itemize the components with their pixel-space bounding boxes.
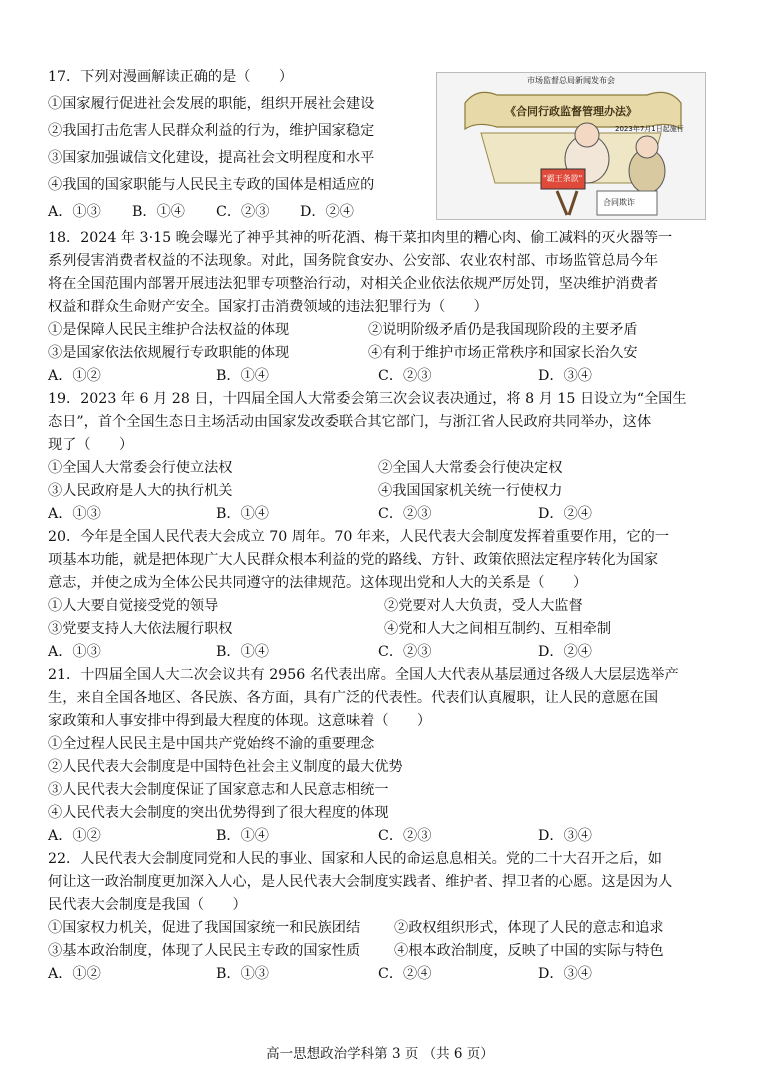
- q20-option-4: ④党和人大之间相互制约、互相牵制: [384, 621, 612, 637]
- page-footer: 高一思想政治学科第 3 页 （共 6 页）: [266, 1046, 494, 1062]
- q22-stem-line-1: 22．人民代表大会制度同党和人民的事业、国家和人民的命运息息相关。党的二十大召开之后，如: [48, 851, 662, 867]
- q22-stem-line-3: 民代表大会制度是我国（ ）: [48, 897, 247, 913]
- q21-choice-d[interactable]: D．③④: [538, 828, 592, 844]
- q19-choice-d[interactable]: D．②④: [538, 506, 592, 522]
- q19-stem-line-1: 19．2023 年 6 月 28 日，十四届全国人大常委会第三次会议表决通过，将 8 月 15 日设立为“全国生: [48, 391, 687, 407]
- q21-option-1: ①全过程人民民主是中国共产党始终不渝的重要理念: [48, 736, 375, 752]
- cartoon-sign-right: 合同欺诈: [603, 198, 635, 207]
- cartoon-sign-left: "霸王条款": [543, 174, 583, 183]
- q19-stem-line-3: 现了（ ）: [48, 437, 134, 453]
- q21-stem-line-1: 21．十四届全国人大二次会议共有 2956 名代表出席。全国人大代表从基层通过各级人大层层选举产: [48, 667, 679, 683]
- q18-stem-line-4: 权益和群众生命财产安全。国家打击消费领域的违法犯罪行为（ ）: [48, 299, 488, 315]
- q19-choice-c[interactable]: C．②③: [378, 506, 432, 522]
- q17-option-2: ②我国打击危害人民群众利益的行为，维护国家稳定: [48, 123, 375, 139]
- q18-choice-b[interactable]: B．①④: [216, 368, 269, 384]
- q21-option-4: ④人民代表大会制度的突出优势得到了很大程度的体现: [48, 805, 389, 821]
- q18-choice-c[interactable]: C．②③: [378, 368, 432, 384]
- q17-option-1: ①国家履行促进社会发展的职能，组织开展社会建设: [48, 96, 375, 112]
- q18-option-2: ②说明阶级矛盾仍是我国现阶段的主要矛盾: [368, 322, 638, 338]
- q17-choice-d[interactable]: D．②④: [300, 204, 354, 220]
- q19-choice-b[interactable]: B．①④: [216, 506, 269, 522]
- q18-choice-a[interactable]: A．①②: [48, 368, 101, 384]
- q21-option-3: ③人民代表大会制度保证了国家意志和人民意志相统一: [48, 782, 389, 798]
- q19-stem-line-2: 态日”，首个全国生态日主场活动由国家发改委联合其它部门，与浙江省人民政府共同举办，这体: [48, 414, 652, 430]
- q20-option-3: ③党要支持人大依法履行职权: [48, 621, 233, 637]
- q22-stem-line-2: 何让这一政治制度更加深入人心，是人民代表大会制度实践者、维护者、捍卫者的心愿。这是因为人: [48, 874, 673, 890]
- q22-choice-c[interactable]: C．②④: [378, 966, 432, 982]
- cartoon-date-note: 2023年7月1日起施行: [615, 125, 684, 133]
- q19-choice-a[interactable]: A．①③: [48, 506, 101, 522]
- q20-option-2: ②党要对人大负责，受人大监督: [384, 598, 583, 614]
- q21-stem-line-3: 家政策和人事安排中得到最大程度的体现。这意味着（ ）: [48, 713, 432, 729]
- q21-option-2: ②人民代表大会制度是中国特色社会主义制度的最大优势: [48, 759, 403, 775]
- q20-choice-d[interactable]: D．②④: [538, 644, 592, 660]
- q17-option-3: ③国家加强诚信文化建设，提高社会文明程度和水平: [48, 150, 375, 166]
- q17-choice-c[interactable]: C．②③: [216, 204, 270, 220]
- q19-option-1: ①全国人大常委会行使立法权: [48, 460, 233, 476]
- q21-choice-b[interactable]: B．①④: [216, 828, 269, 844]
- q18-choice-d[interactable]: D．③④: [538, 368, 592, 384]
- q22-option-4: ④根本政治制度，反映了中国的实际与特色: [394, 943, 664, 959]
- q22-choice-b[interactable]: B．①③: [216, 966, 269, 982]
- q20-stem-line-3: 意志，并使之成为全体公民共同遵守的法律规范。这体现出党和人大的关系是（ ）: [48, 575, 588, 591]
- q20-stem-line-1: 20．今年是全国人民代表大会成立 70 周年。70 年来，人民代表大会制度发挥着重要作用，它的一: [48, 529, 670, 545]
- q18-option-4: ④有利于维护市场正常秩序和国家长治久安: [368, 345, 638, 361]
- q20-stem-line-2: 项基本功能，就是把体现广大人民群众根本利益的党的路线、方针、政策依照法定程序转化为国家: [48, 552, 659, 568]
- q19-option-3: ③人民政府是人大的执行机关: [48, 483, 233, 499]
- q22-option-2: ②政权组织形式，体现了人民的意志和追求: [394, 920, 664, 936]
- q21-choice-a[interactable]: A．①②: [48, 828, 101, 844]
- q19-option-4: ④我国国家机关统一行使权力: [378, 483, 563, 499]
- q17-option-4: ④我国的国家职能与人民民主专政的国体是相适应的: [48, 177, 375, 193]
- q19-option-2: ②全国人大常委会行使决定权: [378, 460, 563, 476]
- q17-choice-a[interactable]: A．①③: [48, 204, 101, 220]
- q21-stem-line-2: 生，来自全国各地区、各民族、各方面，具有广泛的代表性。代表们认真履职，让人民的意愿在国: [48, 690, 659, 706]
- q22-option-3: ③基本政治制度，体现了人民民主专政的国家性质: [48, 943, 361, 959]
- q22-choice-a[interactable]: A．①②: [48, 966, 101, 982]
- q20-option-1: ①人大要自觉接受党的领导: [48, 598, 219, 614]
- q18-stem-line-2: 系列侵害消费者权益的不法现象。对此，国务院食安办、公安部、农业农村部、市场监管总局今年: [48, 253, 659, 269]
- cartoon-drawing: [437, 73, 705, 219]
- q20-choice-c[interactable]: C．②③: [378, 644, 432, 660]
- q18-option-3: ③是国家依法依规履行专政职能的体现: [48, 345, 290, 361]
- cartoon-top-label: 市场监督总局新闻发布会: [527, 76, 615, 85]
- q21-choice-c[interactable]: C．②③: [378, 828, 432, 844]
- q17-stem: 17．下列对漫画解读正确的是（ ）: [48, 69, 294, 85]
- cartoon-illustration: [436, 72, 706, 220]
- q18-stem-line-1: 18．2024 年 3·15 晚会曝光了神乎其神的听花酒、梅干菜扣肉里的糟心肉、偷工减料的灭火器等一: [48, 230, 673, 246]
- q17-choice-b[interactable]: B．①④: [132, 204, 185, 220]
- q20-choice-a[interactable]: A．①③: [48, 644, 101, 660]
- cartoon-banner: 《合同行政监督管理办法》: [505, 105, 637, 118]
- q20-choice-b[interactable]: B．①④: [216, 644, 269, 660]
- q18-option-1: ①是保障人民民主维护合法权益的体现: [48, 322, 290, 338]
- q22-choice-d[interactable]: D．③④: [538, 966, 592, 982]
- q18-stem-line-3: 将在全国范围内部署开展违法犯罪专项整治行动，对相关企业依法依规严厉处罚，坚决维护消费者: [48, 276, 659, 292]
- q22-option-1: ①国家权力机关，促进了我国国家统一和民族团结: [48, 920, 361, 936]
